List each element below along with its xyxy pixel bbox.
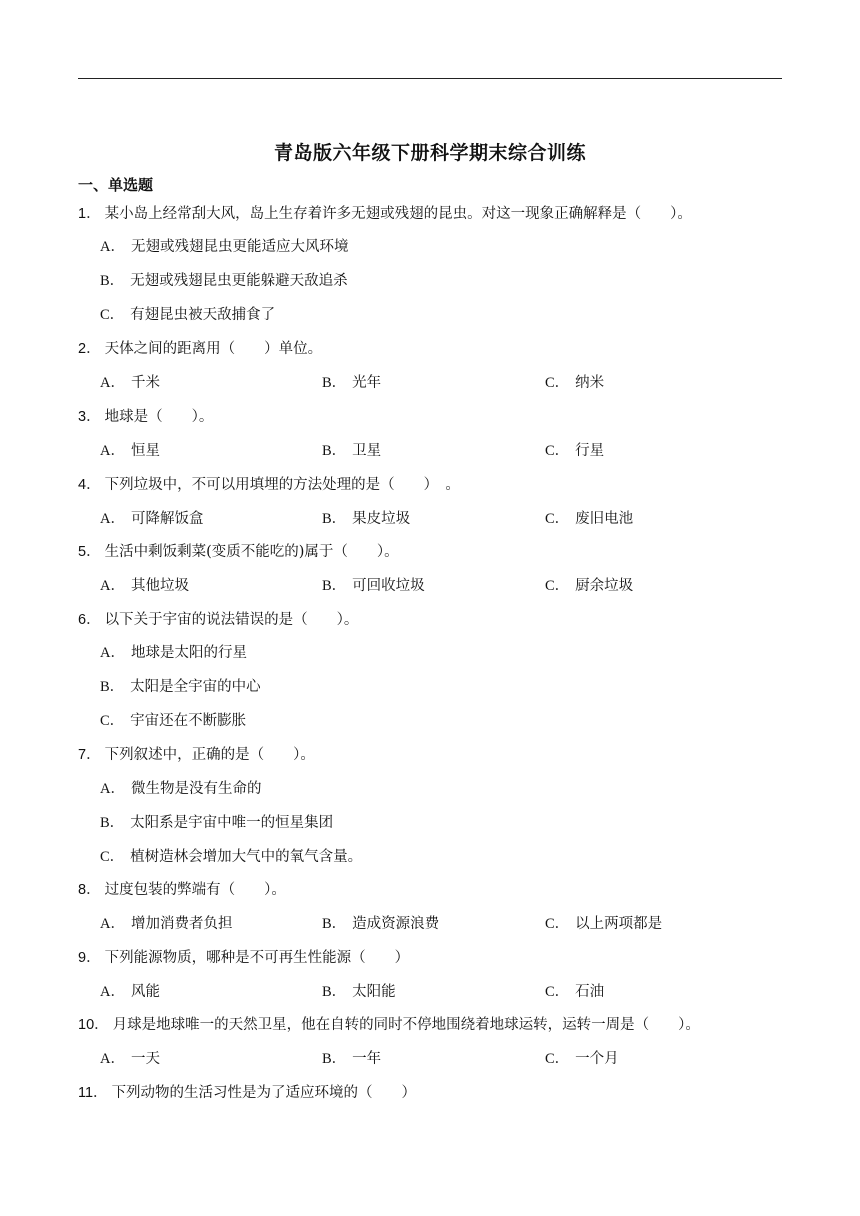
header-rule (78, 78, 782, 79)
option-letter: C． (545, 578, 570, 594)
option-text: 纳米 (575, 375, 605, 391)
option-text: 太阳系是宇宙中唯一的恒星集团 (130, 815, 334, 831)
option-text: 植树造林会增加大气中的氧气含量。 (130, 849, 363, 865)
page-title: 青岛版六年级下册科学期末综合训练 (273, 142, 586, 164)
question-text: 以下关于宇宙的说法错误的是（ ）。 (104, 612, 359, 628)
question-text: 某小岛上经常刮大风，岛上生存着许多无翅或残翅的昆虫。对这一现象正确解释是（ ）。 (104, 206, 692, 222)
option-letter: B． (322, 578, 347, 594)
question-3 (78, 405, 213, 426)
question-7-option-a[interactable] (100, 777, 261, 798)
question-6 (78, 608, 358, 629)
question-8-option-a[interactable] (100, 912, 232, 933)
option-letter: A． (100, 984, 125, 1000)
option-text: 无翅或残翅昆虫更能躲避天敌追杀 (130, 273, 348, 289)
question-2 (78, 337, 322, 358)
option-letter: C． (545, 443, 570, 459)
option-text: 其他垃圾 (130, 578, 189, 594)
question-7-option-c[interactable] (100, 845, 362, 866)
option-text: 行星 (575, 443, 605, 459)
question-text: 过度包装的弊端有（ ）。 (104, 882, 286, 898)
option-text: 太阳能 (352, 984, 396, 1000)
question-1-option-b[interactable] (100, 269, 348, 290)
question-7 (78, 743, 315, 764)
option-letter: C． (545, 375, 570, 391)
question-2-option-a[interactable] (100, 371, 160, 392)
question-3-option-c[interactable] (545, 439, 604, 460)
question-text: 天体之间的距离用（ ）单位。 (104, 341, 323, 357)
question-2-option-c[interactable] (545, 371, 604, 392)
question-number: 7． (78, 747, 101, 763)
option-letter: A． (100, 239, 125, 255)
question-6-option-a[interactable] (100, 641, 247, 662)
option-letter: A． (100, 1051, 125, 1067)
question-5-option-a[interactable] (100, 574, 189, 595)
question-6-option-b[interactable] (100, 675, 261, 696)
option-letter: A． (100, 781, 125, 797)
question-text: 地球是（ ）。 (104, 409, 214, 425)
option-letter: C． (545, 511, 570, 527)
question-number: 4． (78, 477, 101, 493)
option-letter: B． (322, 916, 347, 932)
option-letter: C． (100, 713, 125, 729)
question-number: 1． (78, 206, 101, 222)
question-10 (78, 1013, 700, 1034)
question-6-option-c[interactable] (100, 709, 246, 730)
option-letter: A． (100, 443, 125, 459)
option-text: 恒星 (130, 443, 160, 459)
option-text: 宇宙还在不断膨胀 (130, 713, 247, 729)
option-text: 可回收垃圾 (352, 578, 425, 594)
question-9-option-c[interactable] (545, 980, 604, 1001)
option-letter: C． (545, 916, 570, 932)
question-10-option-c[interactable] (545, 1047, 619, 1068)
question-text: 下列叙述中，正确的是（ ）。 (104, 747, 315, 763)
question-number: 2． (78, 341, 101, 357)
option-letter: B． (100, 273, 125, 289)
option-letter: A． (100, 375, 125, 391)
question-number: 5． (78, 544, 101, 560)
option-text: 一个月 (575, 1051, 619, 1067)
question-8 (78, 878, 286, 899)
question-number: 9． (78, 950, 101, 966)
option-letter: A． (100, 916, 125, 932)
option-text: 地球是太阳的行星 (130, 645, 247, 661)
question-4-option-b[interactable] (322, 507, 410, 528)
question-text: 下列垃圾中，不可以用填埋的方法处理的是（ ） 。 (104, 477, 460, 493)
question-number: 8． (78, 882, 101, 898)
option-letter: C． (100, 849, 125, 865)
option-letter: C． (545, 984, 570, 1000)
option-text: 石油 (575, 984, 605, 1000)
question-9-option-a[interactable] (100, 980, 160, 1001)
option-text: 厨余垃圾 (575, 578, 634, 594)
option-letter: B． (322, 1051, 347, 1067)
question-5-option-b[interactable] (322, 574, 425, 595)
question-text: 下列能源物质，哪种是不可再生性能源（ ） (104, 950, 410, 966)
question-9 (78, 946, 409, 967)
option-letter: C． (100, 307, 125, 323)
option-text: 微生物是没有生命的 (130, 781, 262, 797)
option-text: 太阳是全宇宙的中心 (130, 679, 261, 695)
option-letter: A． (100, 645, 125, 661)
question-7-option-b[interactable] (100, 811, 333, 832)
option-letter: B． (100, 679, 125, 695)
question-3-option-a[interactable] (100, 439, 160, 460)
option-letter: A． (100, 578, 125, 594)
option-letter: B． (322, 375, 347, 391)
question-8-option-c[interactable] (545, 912, 662, 933)
option-text: 果皮垃圾 (352, 511, 411, 527)
option-text: 废旧电池 (575, 511, 634, 527)
question-10-option-b[interactable] (322, 1047, 381, 1068)
option-letter: C． (545, 1051, 570, 1067)
option-text: 可降解饭盒 (130, 511, 204, 527)
question-5 (78, 540, 399, 561)
question-2-option-b[interactable] (322, 371, 381, 392)
option-text: 增加消费者负担 (130, 916, 233, 932)
option-text: 千米 (130, 375, 160, 391)
question-4 (78, 473, 460, 494)
question-text: 月球是地球唯一的天然卫星，他在自转的同时不停地围绕着地球运转，运转一周是（ ）。 (112, 1017, 700, 1033)
question-1-option-a[interactable] (100, 235, 348, 256)
question-10-option-a[interactable] (100, 1047, 160, 1068)
option-letter: A． (100, 511, 125, 527)
option-text: 有翅昆虫被天敌捕食了 (130, 307, 276, 323)
question-3-option-b[interactable] (322, 439, 381, 460)
question-9-option-b[interactable] (322, 980, 396, 1001)
question-1-option-c[interactable] (100, 303, 275, 324)
option-text: 风能 (130, 984, 160, 1000)
option-letter: B． (322, 511, 347, 527)
question-5-option-c[interactable] (545, 574, 633, 595)
option-text: 造成资源浪费 (352, 916, 440, 932)
option-text: 以上两项都是 (575, 916, 663, 932)
option-text: 无翅或残翅昆虫更能适应大风环境 (130, 239, 349, 255)
section-heading: 一、单选题 (78, 176, 154, 194)
question-1 (78, 202, 692, 223)
question-text: 生活中剩饭剩菜(变质不能吃的)属于（ ）。 (104, 544, 399, 560)
question-number: 10． (78, 1017, 109, 1033)
question-4-option-a[interactable] (100, 507, 203, 528)
option-text: 卫星 (352, 443, 382, 459)
question-number: 11． (78, 1085, 108, 1101)
question-8-option-b[interactable] (322, 912, 439, 933)
option-text: 光年 (352, 375, 382, 391)
question-11 (78, 1081, 416, 1102)
question-number: 6． (78, 612, 101, 628)
option-text: 一天 (130, 1051, 160, 1067)
option-letter: B． (322, 443, 347, 459)
question-4-option-c[interactable] (545, 507, 633, 528)
option-text: 一年 (352, 1051, 382, 1067)
option-letter: B． (100, 815, 125, 831)
question-number: 3． (78, 409, 101, 425)
option-letter: B． (322, 984, 347, 1000)
question-text: 下列动物的生活习性是为了适应环境的（ ） (111, 1085, 417, 1101)
